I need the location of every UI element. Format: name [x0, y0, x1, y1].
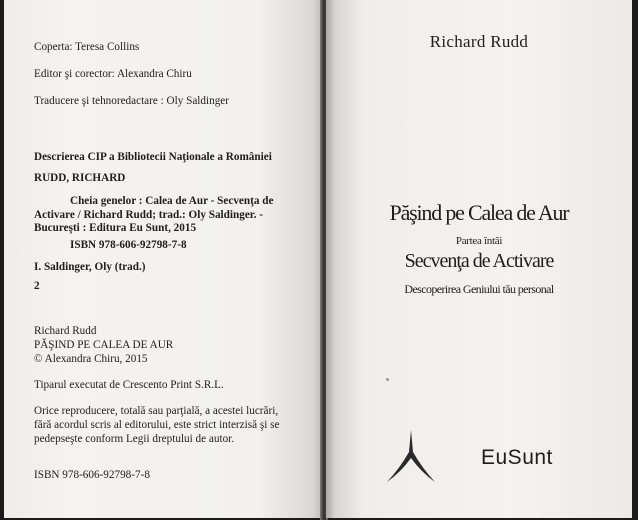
- isbn-line: ISBN 978-606-92798-7-8: [34, 469, 150, 481]
- copyright-page: [4, 0, 322, 518]
- cip-translator: I. Saldinger, Oly (trad.): [34, 261, 146, 273]
- title-page: [326, 0, 632, 518]
- imprint-copyright: © Alexandra Chiru, 2015: [34, 353, 148, 365]
- rights-line-2: fără acordul scris al editorului, este strict interzisă şi se: [34, 419, 280, 431]
- rights-line-1: Orice reproducere, totală sau parţială, a acestei lucrări,: [34, 405, 279, 417]
- rights-line-3: pedepseşte conform Legii dreptului de autor.: [34, 433, 235, 445]
- publisher-name: EuSunt: [481, 446, 553, 469]
- cip-heading: Descrierea CIP a Bibliotecii Naţionale a României: [34, 151, 272, 163]
- cip-author: RUDD, RICHARD: [34, 172, 126, 184]
- cip-description: Cheia genelor : Calea de Aur - Secvenţa de Activare / Richard Rudd; trad.: Oly Saldinger. - Bucureşti : Editura Eu Sunt, 2015: [34, 195, 274, 234]
- book-subtitle: Secvenţa de Activare: [404, 250, 554, 272]
- imprint-title: PĂŞIND PE CALEA DE AUR: [34, 339, 174, 351]
- cover-credit: Coperta: Teresa Collins: [34, 41, 140, 53]
- editor-credit: Editor şi corector: Alexandra Chiru: [34, 68, 192, 80]
- cip-isbn: ISBN 978-606-92798-7-8: [70, 239, 187, 251]
- book-spread: [4, 0, 634, 520]
- book-tagline: Descoperirea Geniului tău personal: [404, 282, 554, 296]
- publisher-logo-icon: [386, 428, 436, 484]
- part-label: Partea întâi: [455, 235, 503, 247]
- speck: [386, 378, 389, 381]
- imprint-author: Richard Rudd: [34, 325, 97, 337]
- printer-line: Tiparul executat de Crescento Print S.R.L.: [34, 379, 224, 391]
- translation-credit: Traducere şi tehnoredactare : Oly Saldinger: [34, 95, 229, 107]
- book-title: Păşind pe Calea de Aur: [389, 200, 569, 225]
- cip-number: 2: [34, 280, 40, 292]
- author-name: Richard Rudd: [429, 32, 529, 51]
